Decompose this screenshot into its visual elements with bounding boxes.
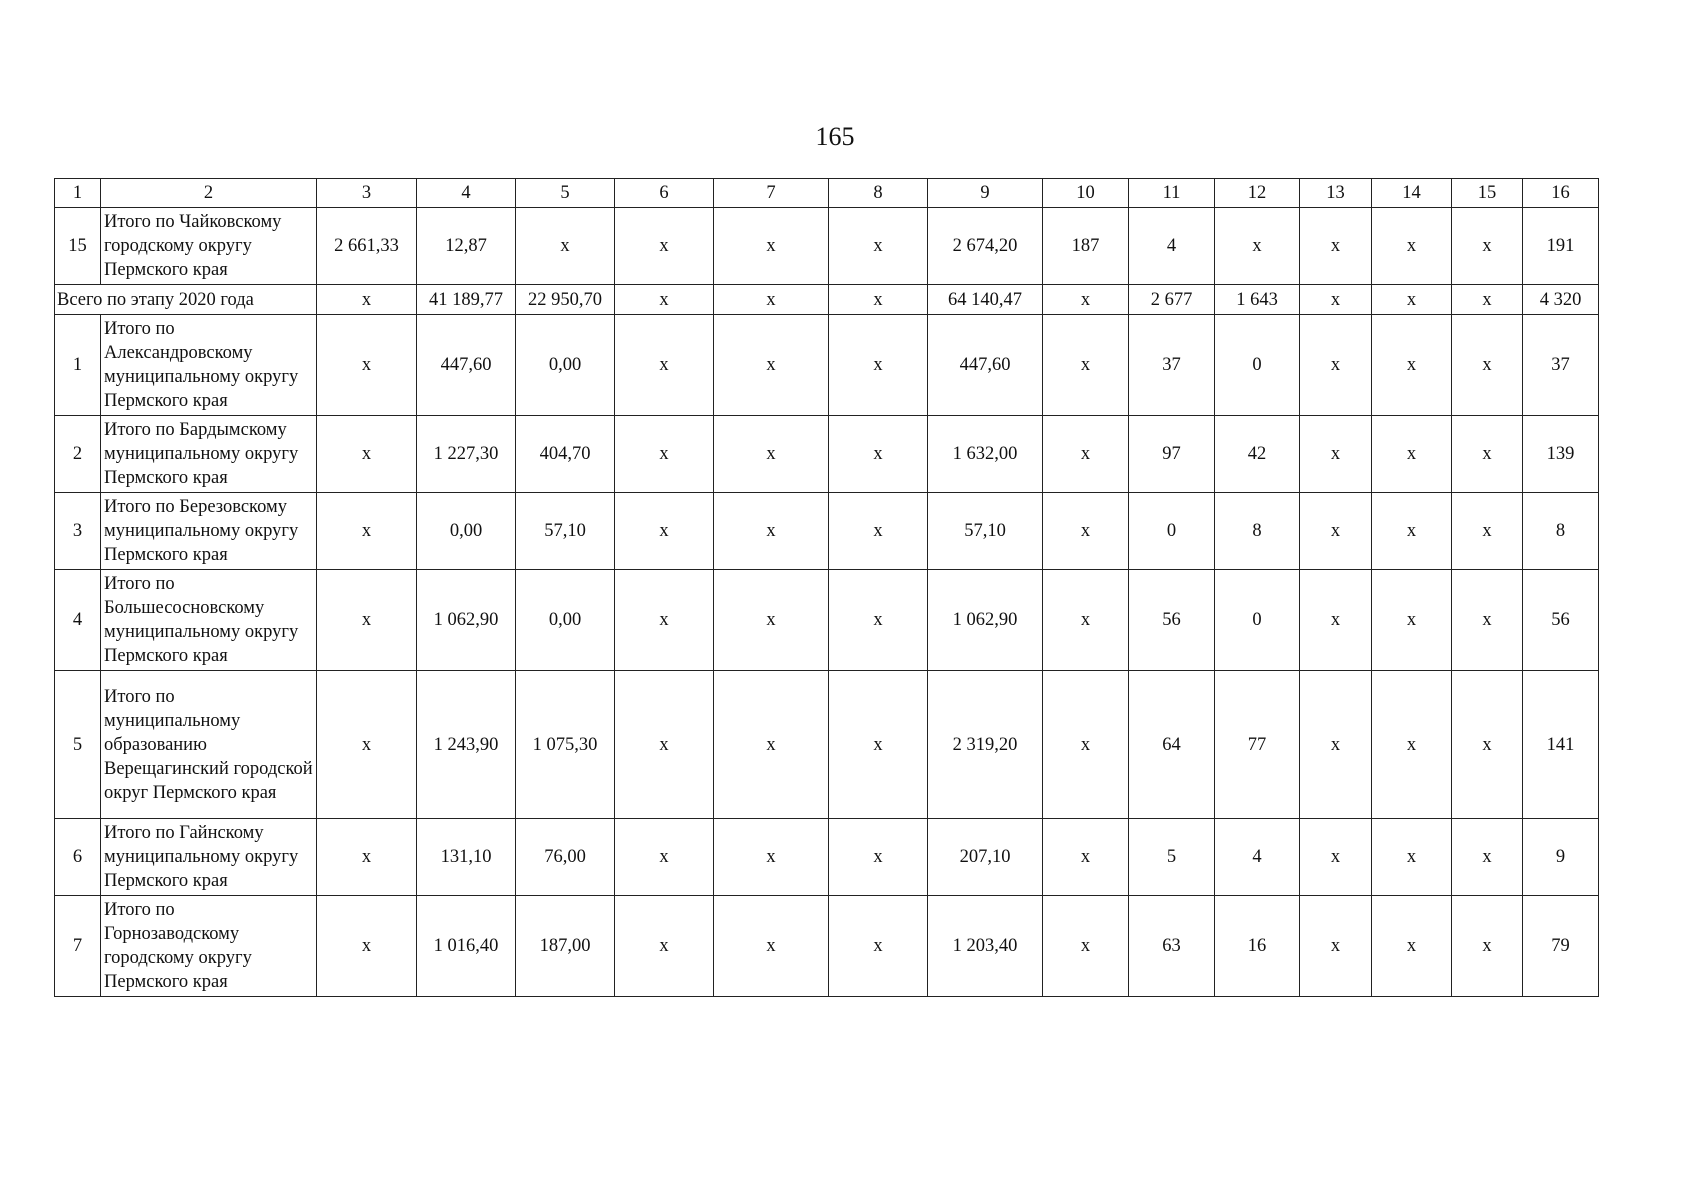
table-row	[55, 671, 1599, 819]
row-number: 5	[55, 671, 101, 819]
table-row	[55, 819, 1599, 896]
table-cell: х	[829, 671, 928, 819]
table-cell: х	[1372, 570, 1452, 671]
table-cell: 97	[1129, 416, 1215, 493]
row-name: Итого по Александровскому муниципальному округу Пермского края	[101, 315, 317, 416]
table-cell: 8	[1523, 493, 1599, 570]
table-cell: 187	[1043, 208, 1129, 285]
table-cell: х	[1452, 416, 1523, 493]
column-header: 8	[829, 179, 928, 208]
table-cell: 22 950,70	[516, 285, 615, 315]
table-cell: 57,10	[516, 493, 615, 570]
row-number: 15	[55, 208, 101, 285]
table-cell: 207,10	[928, 819, 1043, 896]
table-cell: х	[1300, 285, 1372, 315]
table-cell: 5	[1129, 819, 1215, 896]
row-number: 3	[55, 493, 101, 570]
table-row	[55, 570, 1599, 671]
table-cell: х	[829, 416, 928, 493]
table-cell: х	[1372, 315, 1452, 416]
table-cell: х	[317, 315, 417, 416]
table-row	[55, 416, 1599, 493]
table-cell: х	[1300, 208, 1372, 285]
column-header: 9	[928, 179, 1043, 208]
column-header: 1	[55, 179, 101, 208]
table-cell: х	[1452, 819, 1523, 896]
table-cell: 12,87	[417, 208, 516, 285]
row-number: 1	[55, 315, 101, 416]
table-row	[55, 208, 1599, 285]
table-cell: 77	[1215, 671, 1300, 819]
table-cell: х	[1043, 671, 1129, 819]
table-cell: х	[615, 671, 714, 819]
table-cell: 16	[1215, 896, 1300, 997]
table-cell: х	[829, 208, 928, 285]
table-cell: х	[615, 493, 714, 570]
column-header: 14	[1372, 179, 1452, 208]
table-cell: 1 016,40	[417, 896, 516, 997]
table-cell: 41 189,77	[417, 285, 516, 315]
row-name: Итого по Чайковскому городскому округу Пермского края	[101, 208, 317, 285]
table-cell: 0	[1129, 493, 1215, 570]
table-cell: 1 075,30	[516, 671, 615, 819]
table-cell: х	[615, 896, 714, 997]
table-cell: 9	[1523, 819, 1599, 896]
total-label: Всего по этапу 2020 года	[55, 285, 317, 315]
column-header: 15	[1452, 179, 1523, 208]
table-cell: х	[829, 493, 928, 570]
column-header: 4	[417, 179, 516, 208]
table-row	[55, 315, 1599, 416]
table-cell: х	[615, 416, 714, 493]
table-cell: х	[1372, 208, 1452, 285]
table-cell: 76,00	[516, 819, 615, 896]
table-cell: х	[829, 896, 928, 997]
table-cell: 2 319,20	[928, 671, 1043, 819]
table-row	[55, 493, 1599, 570]
table-cell: 2 677	[1129, 285, 1215, 315]
row-name: Итого по Горнозаводскому городскому округу Пермского края	[101, 896, 317, 997]
table-cell: 63	[1129, 896, 1215, 997]
table-cell: 404,70	[516, 416, 615, 493]
table-cell: 447,60	[417, 315, 516, 416]
table-cell: 1 243,90	[417, 671, 516, 819]
table-cell: х	[615, 285, 714, 315]
table-cell: 1 227,30	[417, 416, 516, 493]
table-cell: х	[317, 896, 417, 997]
table-cell: х	[615, 315, 714, 416]
table-cell: х	[1452, 671, 1523, 819]
table-cell: х	[1300, 493, 1372, 570]
column-header: 16	[1523, 179, 1599, 208]
row-name: Итого по муниципальному образованию Верещагинский городской округ Пермского края	[101, 671, 317, 819]
data-table	[54, 178, 1599, 997]
column-header: 3	[317, 179, 417, 208]
row-number: 4	[55, 570, 101, 671]
table-cell: х	[714, 570, 829, 671]
table-cell: х	[615, 570, 714, 671]
column-header: 7	[714, 179, 829, 208]
row-number: 6	[55, 819, 101, 896]
column-header: 11	[1129, 179, 1215, 208]
column-header: 6	[615, 179, 714, 208]
table-cell: х	[1215, 208, 1300, 285]
table-cell: 1 062,90	[417, 570, 516, 671]
column-header-row	[55, 179, 1599, 208]
table-cell: 191	[1523, 208, 1599, 285]
table-cell: х	[1372, 819, 1452, 896]
table-cell: х	[714, 819, 829, 896]
table-cell: х	[829, 570, 928, 671]
table-cell: 37	[1523, 315, 1599, 416]
table-cell: 37	[1129, 315, 1215, 416]
table-cell: х	[1372, 896, 1452, 997]
table-cell: х	[1452, 315, 1523, 416]
table-cell: 0,00	[516, 315, 615, 416]
table-cell: х	[317, 570, 417, 671]
table-cell: х	[1452, 493, 1523, 570]
table-cell: 1 203,40	[928, 896, 1043, 997]
table-cell: 187,00	[516, 896, 615, 997]
table-cell: х	[1372, 416, 1452, 493]
table-cell: 1 062,90	[928, 570, 1043, 671]
table-row	[55, 896, 1599, 997]
table-cell: х	[714, 896, 829, 997]
table-body	[55, 179, 1599, 997]
table-cell: х	[1300, 315, 1372, 416]
row-name: Итого по Гайнскому муниципальному округу Пермского края	[101, 819, 317, 896]
column-header: 12	[1215, 179, 1300, 208]
table-cell: х	[1043, 896, 1129, 997]
table-cell: 56	[1523, 570, 1599, 671]
table-cell: 2 661,33	[317, 208, 417, 285]
column-header: 5	[516, 179, 615, 208]
table-cell: х	[1043, 285, 1129, 315]
table-cell: 8	[1215, 493, 1300, 570]
table-cell: 4 320	[1523, 285, 1599, 315]
table-cell: х	[829, 819, 928, 896]
table-cell: х	[1372, 493, 1452, 570]
table-cell: 64 140,47	[928, 285, 1043, 315]
page-number: 165	[815, 122, 855, 151]
table-cell: х	[829, 315, 928, 416]
row-number: 7	[55, 896, 101, 997]
table-cell: х	[1043, 416, 1129, 493]
table-cell: х	[516, 208, 615, 285]
total-row	[55, 285, 1599, 315]
table-cell: 0	[1215, 570, 1300, 671]
table-cell: х	[1300, 819, 1372, 896]
table-cell: х	[1043, 570, 1129, 671]
table-cell: 131,10	[417, 819, 516, 896]
row-name: Итого по Березовскому муниципальному округу Пермского края	[101, 493, 317, 570]
table-cell: 2 674,20	[928, 208, 1043, 285]
table-cell: 0,00	[417, 493, 516, 570]
table-cell: х	[1372, 285, 1452, 315]
table-cell: 4	[1129, 208, 1215, 285]
table-cell: х	[615, 819, 714, 896]
table-cell: 0,00	[516, 570, 615, 671]
table-cell: х	[1452, 208, 1523, 285]
table-cell: 64	[1129, 671, 1215, 819]
table-cell: 1 632,00	[928, 416, 1043, 493]
table-cell: х	[1043, 315, 1129, 416]
table-cell: х	[714, 285, 829, 315]
table-cell: х	[1300, 416, 1372, 493]
table-cell: 1 643	[1215, 285, 1300, 315]
table-cell: х	[1372, 671, 1452, 819]
table-cell: 56	[1129, 570, 1215, 671]
row-name: Итого по Большесосновскому муниципальному округу Пермского края	[101, 570, 317, 671]
table-cell: 141	[1523, 671, 1599, 819]
table-cell: х	[714, 671, 829, 819]
table-cell: х	[1043, 819, 1129, 896]
table-cell: х	[1300, 671, 1372, 819]
table-cell: х	[615, 208, 714, 285]
column-header: 13	[1300, 179, 1372, 208]
table-cell: х	[317, 819, 417, 896]
table-cell: х	[1043, 493, 1129, 570]
table-cell: х	[317, 285, 417, 315]
column-header: 2	[101, 179, 317, 208]
table-cell: х	[317, 416, 417, 493]
table-cell: 0	[1215, 315, 1300, 416]
table-cell: 139	[1523, 416, 1599, 493]
table-cell: 42	[1215, 416, 1300, 493]
table-cell: 4	[1215, 819, 1300, 896]
table-cell: х	[1452, 285, 1523, 315]
table-cell: х	[1300, 896, 1372, 997]
table-cell: х	[714, 208, 829, 285]
table-cell: х	[714, 315, 829, 416]
row-number: 2	[55, 416, 101, 493]
table-cell: х	[829, 285, 928, 315]
table-cell: х	[317, 493, 417, 570]
column-header: 10	[1043, 179, 1129, 208]
row-name: Итого по Бардымскому муниципальному округу Пермского края	[101, 416, 317, 493]
table-cell: 79	[1523, 896, 1599, 997]
table-cell: 447,60	[928, 315, 1043, 416]
table-cell: 57,10	[928, 493, 1043, 570]
table-cell: х	[1452, 570, 1523, 671]
table-cell: х	[1452, 896, 1523, 997]
table-cell: х	[714, 416, 829, 493]
table-cell: х	[317, 671, 417, 819]
table-cell: х	[1300, 570, 1372, 671]
table-cell: х	[714, 493, 829, 570]
